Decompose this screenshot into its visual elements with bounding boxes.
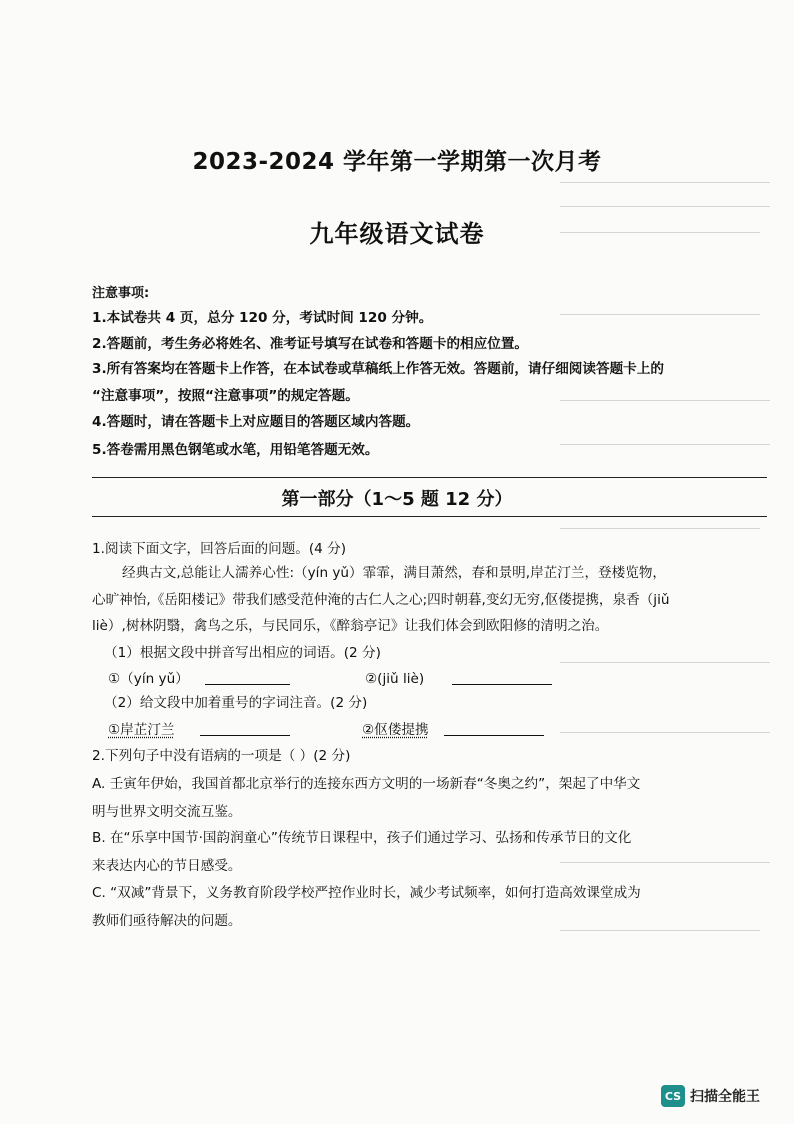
bleed-line bbox=[560, 206, 770, 207]
q1-sub2-b-label: ②伛偻提携 bbox=[362, 722, 429, 738]
answer-blank[interactable] bbox=[444, 721, 544, 736]
q1-sub2: （2）给文段中加着重号的字词注音。(2 分) bbox=[104, 695, 368, 711]
note-item: 2.答题前，考生务必将姓名、准考证号填写在试卷和答题卡的相应位置。 bbox=[92, 336, 529, 352]
q2-option-c-cont: 教师们亟待解决的问题。 bbox=[92, 913, 242, 929]
q2-option-a-cont: 明与世界文明交流互鉴。 bbox=[92, 804, 242, 820]
section-divider bbox=[92, 516, 767, 517]
section-title: 第一部分（1～5 题 12 分） bbox=[281, 489, 513, 510]
q1-sub2-a-label: ①岸芷汀兰 bbox=[108, 722, 175, 738]
q1-stem: 1.阅读下面文字，回答后面的问题。(4 分) bbox=[92, 541, 347, 557]
bleed-line bbox=[560, 314, 760, 315]
notes-heading: 注意事项: bbox=[92, 286, 150, 301]
q1-sub1-a-label: ①（yín yǔ） bbox=[108, 671, 189, 687]
q1-sub1-a bbox=[108, 670, 189, 688]
q2-option-b-cont: 来表达内心的节日感受。 bbox=[92, 858, 242, 874]
bleed-line bbox=[560, 400, 770, 401]
note-item: 3.所有答案均在答题卡上作答，在本试卷或草稿纸上作答无效。答题前，请仔细阅读答题卡上的 bbox=[92, 361, 664, 377]
q1-sub2-a bbox=[108, 721, 175, 739]
answer-blank[interactable] bbox=[200, 721, 290, 736]
exam-title: 2023-2024 学年第一学期第一次月考 bbox=[192, 149, 602, 175]
exam-subtitle: 九年级语文试卷 bbox=[309, 220, 485, 248]
note-item: 4.答题时，请在答题卡上对应题目的答题区域内答题。 bbox=[92, 414, 420, 430]
bleed-line bbox=[560, 182, 770, 183]
q2-option-b: B. 在“乐享中国节·国韵润童心”传统节日课程中，孩子们通过学习、弘扬和传承节日的文化 bbox=[92, 830, 632, 846]
q1-passage-line: 心旷神怡,《岳阳楼记》带我们感受范仲淹的古仁人之心;四时朝暮,变幻无穷,伛偻提携，泉香（jiǔ bbox=[92, 592, 670, 608]
q1-sub2-b bbox=[362, 721, 429, 739]
note-item: 5.答卷需用黑色钢笔或水笔，用铅笔答题无效。 bbox=[92, 442, 379, 458]
q1-passage-line: liè）,树林阴翳，禽鸟之乐，与民同乐，《醉翁亭记》让我们体会到欧阳修的清明之治。 bbox=[92, 618, 609, 634]
q2-stem: 2.下列句子中没有语病的一项是（ ）(2 分) bbox=[92, 748, 351, 764]
bleed-line bbox=[560, 732, 770, 733]
q2-option-a: A. 壬寅年伊始，我国首都北京举行的连接东西方文明的一场新春“冬奥之约”，架起了中华文 bbox=[92, 776, 641, 792]
bleed-line bbox=[560, 862, 770, 863]
answer-blank[interactable] bbox=[205, 670, 290, 685]
q2-option-c: C. “双减”背景下，义务教育阶段学校严控作业时长，减少考试频率，如何打造高效课堂成为 bbox=[92, 885, 641, 901]
bleed-line bbox=[560, 662, 770, 663]
answer-blank[interactable] bbox=[452, 670, 552, 685]
q1-sub1: （1）根据文段中拼音写出相应的词语。(2 分) bbox=[104, 645, 381, 661]
q1-sub1-b bbox=[365, 670, 424, 688]
camscanner-logo-icon: CS bbox=[661, 1085, 685, 1107]
scanner-watermark: 扫描全能王 bbox=[690, 1089, 760, 1105]
q1-sub1-b-label: ②(jiǔ liè) bbox=[365, 671, 425, 687]
note-item: “注意事项”，按照“注意事项”的规定答题。 bbox=[92, 388, 359, 404]
note-item: 1.本试卷共 4 页，总分 120 分，考试时间 120 分钟。 bbox=[92, 310, 433, 326]
bleed-line bbox=[560, 444, 770, 445]
bleed-line bbox=[560, 930, 760, 931]
bleed-line bbox=[560, 528, 760, 529]
q1-passage-line: 经典古文,总能让人濡养心性:（yín yǔ）霏霏，满目萧然，春和景明,岸芷汀兰，登楼览物， bbox=[122, 565, 667, 581]
section-divider bbox=[92, 477, 767, 478]
